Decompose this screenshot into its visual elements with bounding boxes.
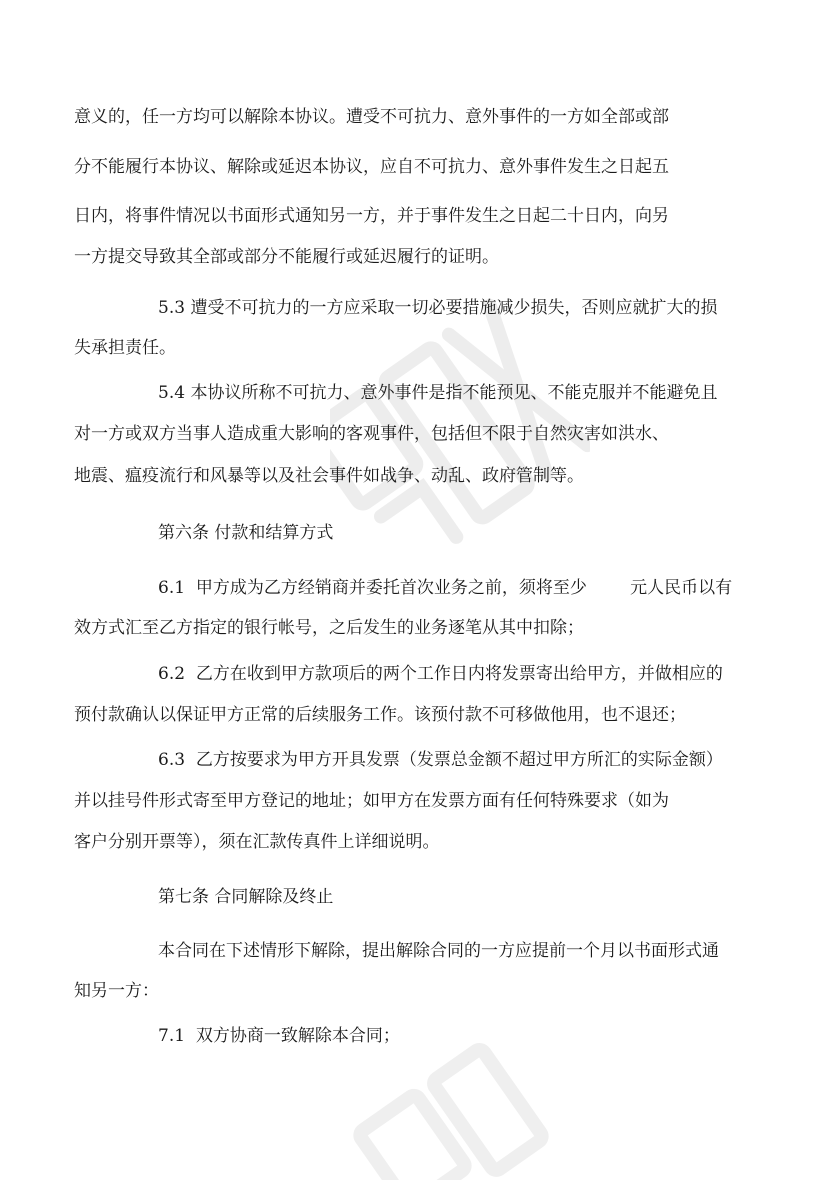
clause-6-2-line: 6.2 乙方在收到甲方款项后的两个工作日内将发票寄出给甲方，并做相应的 [158, 664, 723, 684]
paragraph-line: 本合同在下述情形下解除，提出解除合同的一方应提前一个月以书面形式通 [158, 941, 719, 961]
paragraph-line: 一方提交导致其全部或部分不能履行或延迟履行的证明。 [74, 247, 499, 267]
paragraph-line: 并以挂号件形式寄至甲方登记的地址；如甲方在发票方面有任何特殊要求（如为 [74, 791, 669, 811]
clause-5-3-line: 5.3 遭受不可抗力的一方应采取一切必要措施减少损失，否则应就扩大的损 [158, 298, 718, 318]
paragraph-line: 对一方或双方当事人造成重大影响的客观事件，包括但不限于自然灾害如洪水、 [74, 424, 669, 444]
section-heading-article-7: 第七条 合同解除及终止 [158, 887, 334, 907]
paragraph-line: 失承担责任。 [74, 338, 176, 358]
clause-6-3-line: 6.3 乙方按要求为甲方开具发票（发票总金额不超过甲方所汇的实际金额） [158, 750, 723, 770]
watermark-graphic-bottom [330, 1030, 590, 1180]
paragraph-line: 效方式汇至乙方指定的银行帐号，之后发生的业务逐笔从其中扣除； [74, 618, 584, 638]
paragraph-line: 分不能履行本协议、解除或延迟本协议，应自不可抗力、意外事件发生之日起五 [74, 157, 669, 177]
paragraph-line: 知另一方： [74, 981, 159, 1001]
paragraph-line: 日内，将事件情况以书面形式通知另一方，并于事件发生之日起二十日内，向另 [74, 206, 669, 226]
paragraph-line: 地震、瘟疫流行和风暴等以及社会事件如战争、动乱、政府管制等。 [74, 466, 584, 486]
paragraph-line: 客户分别开票等），须在汇款传真件上详细说明。 [74, 832, 440, 852]
clause-7-1-line: 7.1 双方协商一致解除本合同； [158, 1026, 400, 1046]
clause-6-1-line: 6.1 甲方成为乙方经销商并委托首次业务之前，须将至少 元人民币以有 [158, 578, 733, 598]
section-heading-article-6: 第六条 付款和结算方式 [158, 523, 334, 543]
clause-5-4-line: 5.4 本协议所称不可抗力、意外事件是指不能预见、不能克服并不能避免且 [158, 383, 718, 403]
paragraph-line: 意义的，任一方均可以解除本协议。遭受不可抗力、意外事件的一方如全部或部 [74, 107, 669, 127]
paragraph-line: 预付款确认以保证甲方正常的后续服务工作。该预付款不可移做他用，也不退还； [74, 705, 686, 725]
